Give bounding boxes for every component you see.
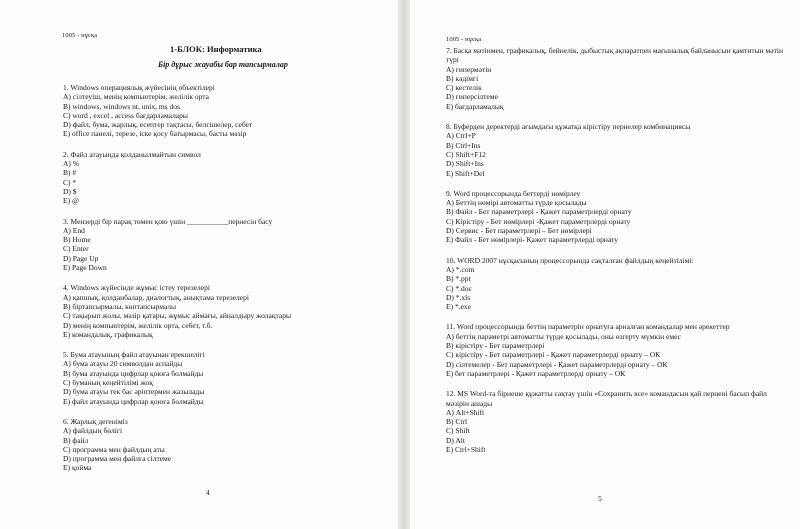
- answer-option: А) Alt+Shift: [446, 407, 485, 417]
- block-title: 1-БЛОК: Информатика: [170, 44, 262, 54]
- answer-option: Е) Файл - Бет нөмірлері- Қажет параметрлерді орнату: [446, 235, 619, 245]
- answer-option: D) гиперсілтеме: [446, 92, 498, 102]
- answer-option: D) $: [63, 186, 77, 196]
- question-block: [63, 350, 393, 406]
- answer-option: Е) командалық, графикалық: [63, 329, 153, 339]
- question-text: 7. Басқа мәтінмен, графикалық, бейнелік, дыбыстық ақпаратпен мағыналық байланысын қамтитын мәтін түрі: [446, 46, 783, 65]
- answer-option: В) windows, windows nt, unix, ms dos: [63, 101, 180, 111]
- page-number: 5: [598, 494, 602, 503]
- answer-option: А) *.com: [446, 264, 475, 274]
- answer-option: А) қапшық, қолданбалар, диалогтық, анықтама терезелері: [63, 292, 249, 302]
- question-block: [446, 46, 791, 111]
- answer-option: А) сілтеуіш, менің компьютерім, желілік орта: [63, 92, 209, 102]
- answer-option: D) *.xls: [446, 292, 471, 302]
- answer-option: А) Ctrl+P: [446, 131, 476, 141]
- answer-option: В) бума атауында цифрлар қоюға болмайды: [63, 368, 204, 378]
- answer-option: Е) Page Down: [63, 263, 107, 273]
- question-block: [63, 83, 393, 139]
- answer-options: [63, 359, 393, 405]
- answer-option: D) Сервис - Бет параметрлері – Бет нөмірлері: [446, 226, 592, 236]
- section-subtitle: Бір дұрыс жауабы бар тапсырмалар: [158, 60, 288, 69]
- answer-option: В) Файл - Бет параметрлері - Қажет параметрлерді орнату: [446, 207, 632, 217]
- answer-option: В) біртапсырмалы, көптапсырмалы: [63, 301, 177, 311]
- answer-options: [63, 92, 393, 138]
- question-text: 12. MS Word-та бірнеше құжатты сақтау үшін «Сохранить все» командасын қай пернені басып файл мәзірін ашады: [446, 389, 767, 408]
- answer-option: Е) @: [63, 196, 79, 206]
- question-block: [446, 122, 791, 178]
- answer-options: [446, 265, 791, 311]
- answer-option: С) буманың кеңейтілімі жоқ: [63, 378, 153, 388]
- answer-option: С) *: [63, 177, 77, 187]
- answer-option: С) тақырып жолы, мәзір қатары, жұмыс аймағы, айналдыру жолақтары: [63, 311, 291, 321]
- question-block: [63, 217, 393, 273]
- question-text: 4. Windows жүйесінде жұмыс істеу терезелері: [63, 283, 210, 293]
- question-text: 11. Word процессорында беттің параметрін орнатуға арналған командалар мен әрекеттер: [446, 322, 730, 332]
- variant-label: 1005 - нұсқа: [446, 36, 482, 43]
- answer-option: D) бума атауы тек бас әріптермен жазылады: [63, 387, 205, 397]
- answer-option: С) программа мен файлдың аты: [63, 444, 165, 454]
- answer-option: D) Shift+Ins: [446, 159, 484, 169]
- answer-option: Е) Ctrl+Shift: [446, 444, 486, 454]
- question-text: 6. Жарлық дегеніміз: [63, 416, 128, 426]
- answer-options: [446, 131, 791, 177]
- answer-option: Е) бағдарламалық: [446, 101, 504, 111]
- answer-option: В) файл: [63, 435, 89, 445]
- answer-option: С) кестелік: [446, 83, 482, 93]
- right-page: [410, 0, 800, 529]
- page-number: 4: [206, 488, 210, 497]
- answer-option: В) *.ppt: [446, 274, 471, 284]
- answer-option: С) word , excel , access бағдарламалары: [63, 110, 188, 120]
- answer-option: В) Home: [63, 235, 91, 245]
- question-text: 5. Бума атауының файл атауынан ерекшелігі: [63, 350, 205, 360]
- answer-option: Е) қойма: [63, 463, 92, 473]
- answer-options: [63, 293, 393, 339]
- answer-option: D) Page Up: [63, 253, 99, 263]
- question-block: [446, 389, 791, 454]
- question-block: [446, 322, 791, 378]
- answer-option: Е) бет параметрлері - Қажет параметрлерді орнату – ОК: [446, 368, 626, 378]
- answer-option: А) Беттің нөмірі автоматты түрде қосылады: [446, 198, 587, 208]
- answer-options: [63, 226, 393, 272]
- answer-option: А) %: [63, 159, 80, 169]
- answer-option: С) Shift+F12: [446, 149, 486, 159]
- answer-options: [446, 408, 791, 454]
- answer-option: В) Ctrl: [446, 417, 468, 427]
- answer-options: [446, 332, 791, 378]
- answer-option: Е) файл атауында цифрлар қоюға болмайды: [63, 396, 204, 406]
- answer-option: А) End: [63, 225, 85, 235]
- answer-option: В) кірістіру - Бет параметрлері: [446, 341, 545, 351]
- answer-option: В) Ctrl+Ins: [446, 140, 481, 150]
- answer-option: D) менің компьютерім, желілік орта, себет, т.б.: [63, 320, 213, 330]
- left-questions: [63, 83, 393, 484]
- answer-options: [63, 159, 393, 205]
- answer-option: А) гипермәтін: [446, 64, 492, 74]
- answer-options: [446, 65, 791, 111]
- question-text: 3. Мензерді бір парақ төмен қою үшін ___________пернесін басу: [63, 216, 273, 226]
- answer-option: С) Shift: [446, 426, 470, 436]
- answer-option: D) программа мен файлға сілтеме: [63, 454, 172, 464]
- answer-options: [446, 198, 791, 244]
- answer-option: D) Alt: [446, 435, 465, 445]
- answer-option: Е) Shift+Del: [446, 168, 485, 178]
- question-block: [63, 150, 393, 206]
- answer-option: А) бума атауы 20 символдан аспайды: [63, 359, 183, 369]
- question-block: [446, 189, 791, 245]
- question-text: 1. Windows операциялық жүйесінің объектілері: [63, 83, 215, 92]
- question-text: 10. WORD 2007 нұсқасының процессорында сақталған файлдың кеңейтілімі:: [446, 255, 694, 265]
- answer-option: С) *.doc: [446, 283, 472, 293]
- question-text: 8. Буферден деректерді ағымдағы құжатқа кірістіру пернелер комбинациясы: [446, 122, 691, 132]
- book-gutter: [398, 0, 410, 529]
- answer-option: D) сілтемелер - Бет параметрлері - Қажет параметрлерді орнату – ОК: [446, 359, 668, 369]
- answer-options: [63, 426, 393, 472]
- variant-label: 1005 - нұсқа: [62, 32, 98, 39]
- answer-option: С) кірістіру - Бет параметрлері - Қажет параметрлерді орнату – ОК: [446, 350, 661, 360]
- answer-option: А) файлдың бөлігі: [63, 426, 123, 436]
- answer-option: Е) office панелі, терезе, іске қосу батырмасы, басты мәзір: [63, 129, 247, 139]
- answer-option: С) Кірістіру - Бет нөмірлері -Қажет параметрлерді орнату: [446, 216, 631, 226]
- right-questions: [446, 46, 791, 465]
- question-text: 9. Word процессорында беттерді нөмірлеу: [446, 188, 581, 198]
- question-text: 2. Файл атауында қолданылмайтын символ: [63, 149, 201, 159]
- answer-option: D) файл, бума, жарлық, есептер тақтасы, белгішелер, себет: [63, 120, 253, 130]
- question-block: [63, 417, 393, 473]
- answer-option: С) Enter: [63, 244, 89, 254]
- answer-option: Е) *.exe: [446, 302, 471, 312]
- answer-option: В) #: [63, 168, 77, 178]
- question-block: [446, 256, 791, 312]
- answer-option: В) кәдімгі: [446, 73, 479, 83]
- question-block: [63, 283, 393, 339]
- left-page: [0, 0, 398, 529]
- answer-option: А) беттің параметрі автоматты түрде қосылады, оны өзгерту мүмкін емес: [446, 331, 681, 341]
